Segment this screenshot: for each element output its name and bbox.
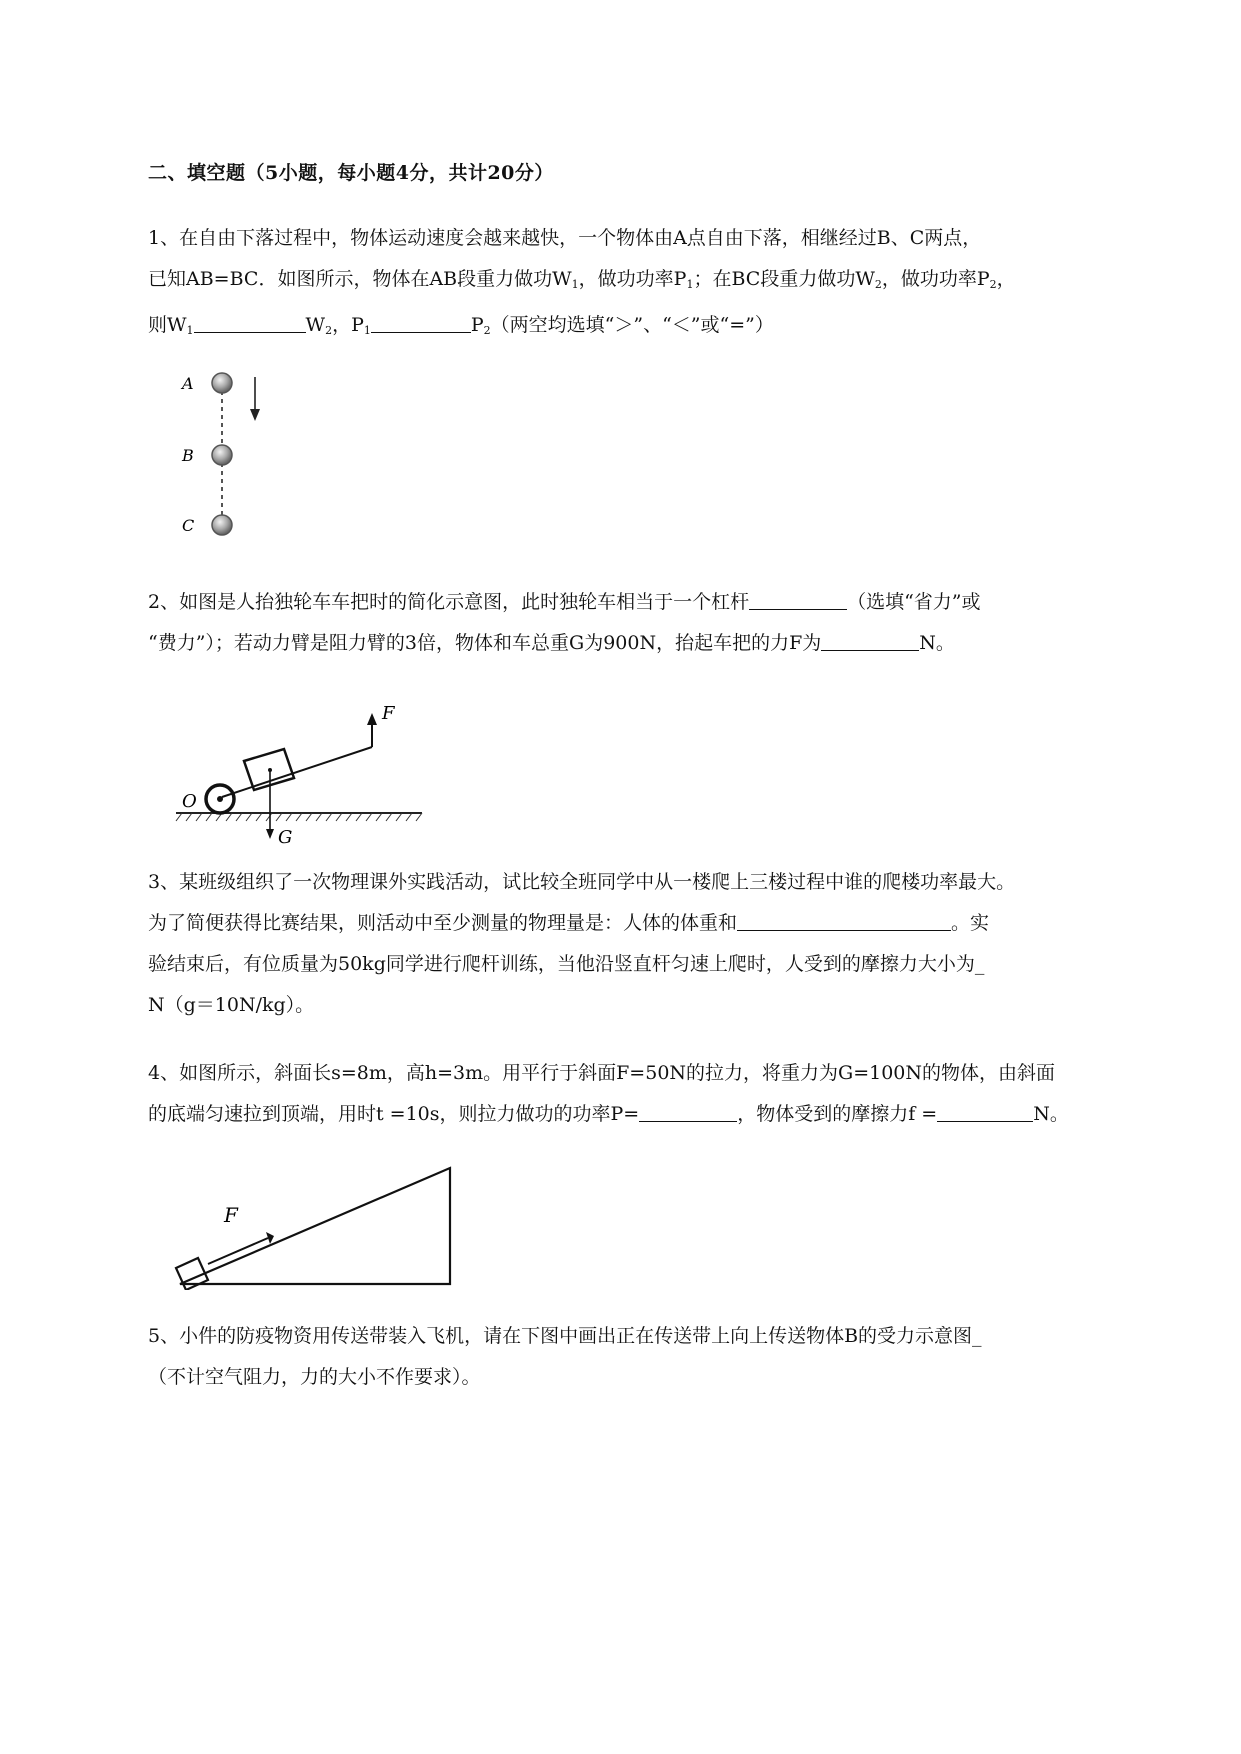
free-fall-diagram xyxy=(170,365,290,545)
label-f: F xyxy=(224,1203,238,1227)
question-3 xyxy=(148,862,1158,1026)
label-g: G xyxy=(278,827,293,845)
q3-line-3: 验结束后，有位质量为50kg同学进行爬杆训练，当他沿竖直杆匀速上爬时，人受到的摩擦力大小为_ xyxy=(148,953,985,975)
question-4 xyxy=(148,1053,1158,1135)
wheelbarrow-lever-diagram xyxy=(172,685,432,845)
question-5 xyxy=(148,1316,1158,1398)
label-a: A xyxy=(182,374,194,393)
q1-line-2: 已知AB=BC．如图所示，物体在AB段重力做功$W_1$，做功功率$P_1$；在BC段重力做功$W_2$，做功功率$P_2$， xyxy=(148,268,1016,291)
q4-line-2: 的底端匀速拉到顶端，用时t =10s，则拉力做功的功率P= ，物体受到的摩擦力f = N。 xyxy=(148,1094,1158,1135)
q1-line-3: 则$W_1$ $W_2$，$P_1$ $P_2$（两空均选填“＞”、“＜”或“=”） xyxy=(148,305,1158,351)
question-1 xyxy=(148,218,1158,351)
answer-blank-2[interactable] xyxy=(371,310,471,333)
label-f: F xyxy=(382,703,395,724)
q3-line-2: 为了简便获得比赛结果，则活动中至少测量的物理量是：人体的体重和 。实 xyxy=(148,903,1158,944)
answer-blank-7[interactable] xyxy=(937,1099,1033,1122)
q2-line-1: 2、如图是人抬独轮车车把时的简化示意图，此时独轮车相当于一个杠杆 （选填“省力”或 xyxy=(148,582,1158,623)
answer-blank-4[interactable] xyxy=(821,628,919,651)
label-o: O xyxy=(182,791,197,812)
q1-line-1: 1、在自由下落过程中，物体运动速度会越来越快，一个物体由A点自由下落，相继经过B、C两点， xyxy=(148,227,982,249)
answer-blank-1[interactable] xyxy=(194,310,306,333)
ball-a xyxy=(212,373,232,393)
label-c: C xyxy=(182,516,195,535)
incline xyxy=(180,1168,450,1284)
q3-line-4: N（g＝10N/kg）。 xyxy=(148,994,315,1016)
section-title: 二、填空题（5小题，每小题4分，共计20分） xyxy=(148,162,554,184)
answer-blank-5[interactable] xyxy=(737,908,951,931)
q2-line-2: “费力”）；若动力臂是阻力臂的3倍，物体和车总重G为900N，抬起车把的力F为 N。 xyxy=(148,623,1158,664)
q3-line-1: 3、某班级组织了一次物理课外实践活动，试比较全班同学中从一楼爬上三楼过程中谁的爬楼功率最大。 xyxy=(148,871,1016,893)
incline-diagram xyxy=(170,1160,460,1290)
label-b: B xyxy=(182,446,194,465)
q5-line-1: 5、小件的防疫物资用传送带装入飞机，请在下图中画出正在传送带上向上传送物体B的受力示意图_ xyxy=(148,1325,982,1347)
question-2 xyxy=(148,582,1158,664)
answer-blank-3[interactable] xyxy=(749,587,847,610)
handle-bar xyxy=(222,747,372,797)
q4-line-1: 4、如图所示，斜面长s=8m，高h=3m。用平行于斜面F=50N的拉力，将重力为G=100N的物体，由斜面 xyxy=(148,1062,1056,1084)
answer-blank-6[interactable] xyxy=(639,1099,737,1122)
ball-b xyxy=(212,445,232,465)
ball-c xyxy=(212,515,232,535)
q5-line-2: （不计空气阻力，力的大小不作要求）。 xyxy=(148,1366,481,1388)
